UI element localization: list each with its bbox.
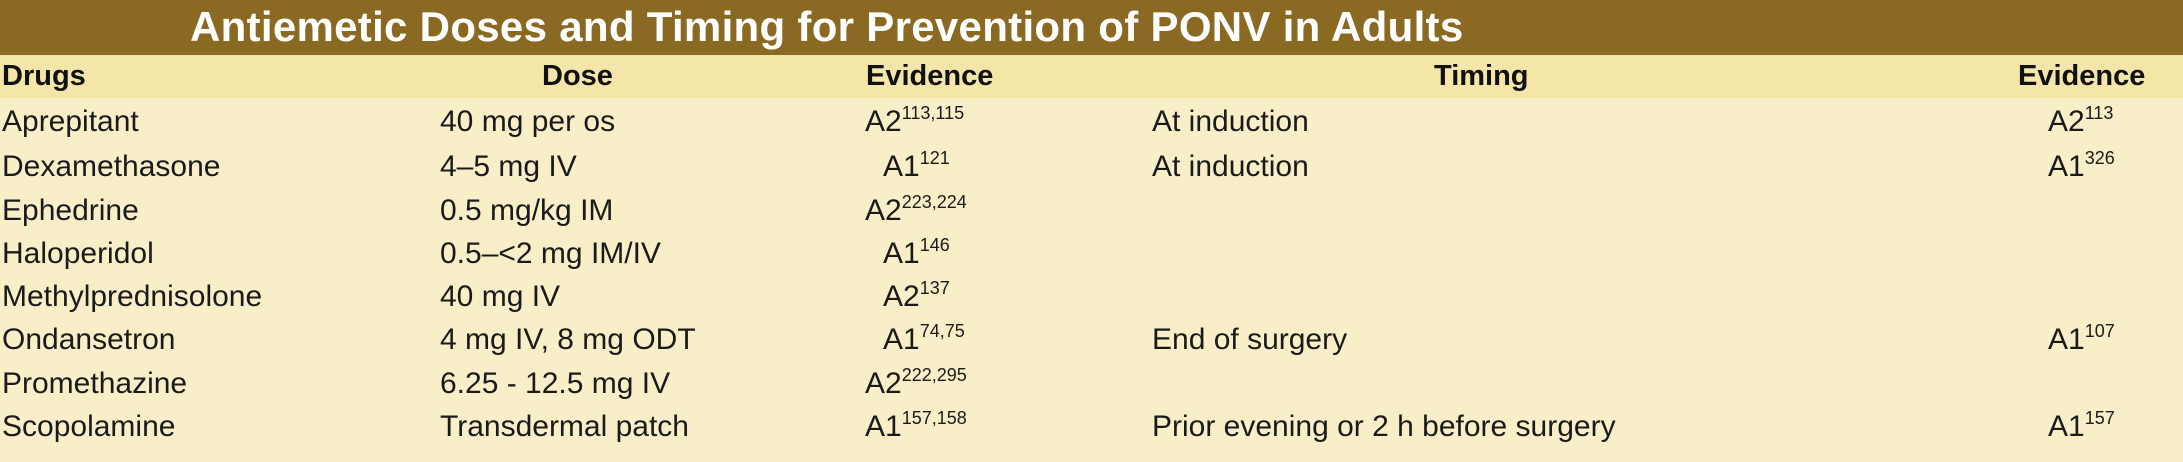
drug-name: Aprepitant xyxy=(2,105,139,138)
drug-timing: End of surgery xyxy=(1152,323,1348,356)
evidence-reference: 326 xyxy=(2084,148,2115,168)
dose-evidence xyxy=(865,100,1135,144)
drug-name: Haloperidol xyxy=(2,237,154,270)
dose-evidence xyxy=(865,405,1135,449)
timing-evidence xyxy=(2048,318,2183,362)
table-row xyxy=(0,405,2183,449)
drug-dose: 4–5 mg IV xyxy=(440,150,577,183)
timing-evidence xyxy=(2048,100,2183,144)
evidence-reference: 157 xyxy=(2084,408,2115,428)
timing-evidence xyxy=(2048,145,2183,189)
evidence-grade: A1 xyxy=(2048,323,2085,356)
drug-name: Scopolamine xyxy=(2,410,176,443)
drug-timing: At induction xyxy=(1152,105,1309,138)
dose-evidence xyxy=(865,318,1153,362)
evidence-reference: 107 xyxy=(2084,321,2115,341)
drug-name: Dexamethasone xyxy=(2,150,221,183)
evidence-grade: A1 xyxy=(865,410,902,443)
table-row xyxy=(0,100,2183,144)
drug-dose: 6.25 - 12.5 mg IV xyxy=(440,367,671,400)
evidence-reference: 121 xyxy=(919,148,950,168)
evidence-grade: A2 xyxy=(2048,105,2085,138)
evidence-reference: 223,224 xyxy=(901,192,967,212)
evidence-grade: A1 xyxy=(2048,150,2085,183)
evidence-reference: 157,158 xyxy=(901,408,967,428)
table-row xyxy=(0,145,2183,189)
evidence-grade: A2 xyxy=(865,105,902,138)
dose-evidence xyxy=(865,145,1153,189)
evidence-reference: 146 xyxy=(919,235,950,255)
drug-dose: 40 mg IV xyxy=(440,280,561,313)
dose-evidence xyxy=(865,275,1153,319)
drug-dose: 0.5–<2 mg IM/IV xyxy=(440,237,661,270)
evidence-reference: 74,75 xyxy=(919,321,965,341)
evidence-grade: A1 xyxy=(883,237,920,270)
evidence-reference: 113 xyxy=(2084,103,2114,123)
drug-dose: Transdermal patch xyxy=(440,410,689,443)
table-row xyxy=(0,189,2183,233)
evidence-grade: A2 xyxy=(865,194,902,227)
evidence-grade: A1 xyxy=(2048,410,2085,443)
table-header xyxy=(0,55,2183,98)
dose-evidence xyxy=(865,232,1153,276)
title-bar xyxy=(0,0,2183,55)
drug-dose: 0.5 mg/kg IM xyxy=(440,194,614,227)
timing-evidence xyxy=(2048,362,2183,406)
timing-evidence xyxy=(2048,232,2183,276)
evidence-reference: 113,115 xyxy=(901,103,965,123)
evidence-grade: A1 xyxy=(883,323,920,356)
drug-dose: 40 mg per os xyxy=(440,105,616,138)
drug-timing: Prior evening or 2 h before surgery xyxy=(1152,410,1616,443)
evidence-reference: 137 xyxy=(919,278,950,298)
drug-name: Promethazine xyxy=(2,367,188,400)
header-evidence-timing: Evidence xyxy=(2018,60,2146,92)
header-evidence-dose: Evidence xyxy=(866,60,994,92)
evidence-reference: 222,295 xyxy=(901,365,967,385)
evidence-grade: A1 xyxy=(883,150,920,183)
drug-name: Ondansetron xyxy=(2,323,176,356)
header-drugs: Drugs xyxy=(2,60,86,92)
table-row xyxy=(0,362,2183,406)
timing-evidence xyxy=(2048,405,2183,449)
dose-evidence xyxy=(865,189,1135,233)
header-dose: Dose xyxy=(542,60,613,92)
drug-name: Methylprednisolone xyxy=(2,280,263,313)
page-title: Antiemetic Doses and Timing for Prevention of PONV in Adults xyxy=(190,3,1464,50)
evidence-grade: A2 xyxy=(883,280,920,313)
dose-evidence xyxy=(865,362,1135,406)
timing-evidence xyxy=(2048,275,2183,319)
timing-evidence xyxy=(2048,189,2183,233)
evidence-grade: A2 xyxy=(865,367,902,400)
drug-timing: At induction xyxy=(1152,150,1309,183)
drug-dose: 4 mg IV, 8 mg ODT xyxy=(440,323,696,356)
table-row xyxy=(0,318,2183,362)
drug-name: Ephedrine xyxy=(2,194,139,227)
header-timing: Timing xyxy=(1434,60,1529,92)
table-row xyxy=(0,275,2183,319)
table-row xyxy=(0,232,2183,276)
